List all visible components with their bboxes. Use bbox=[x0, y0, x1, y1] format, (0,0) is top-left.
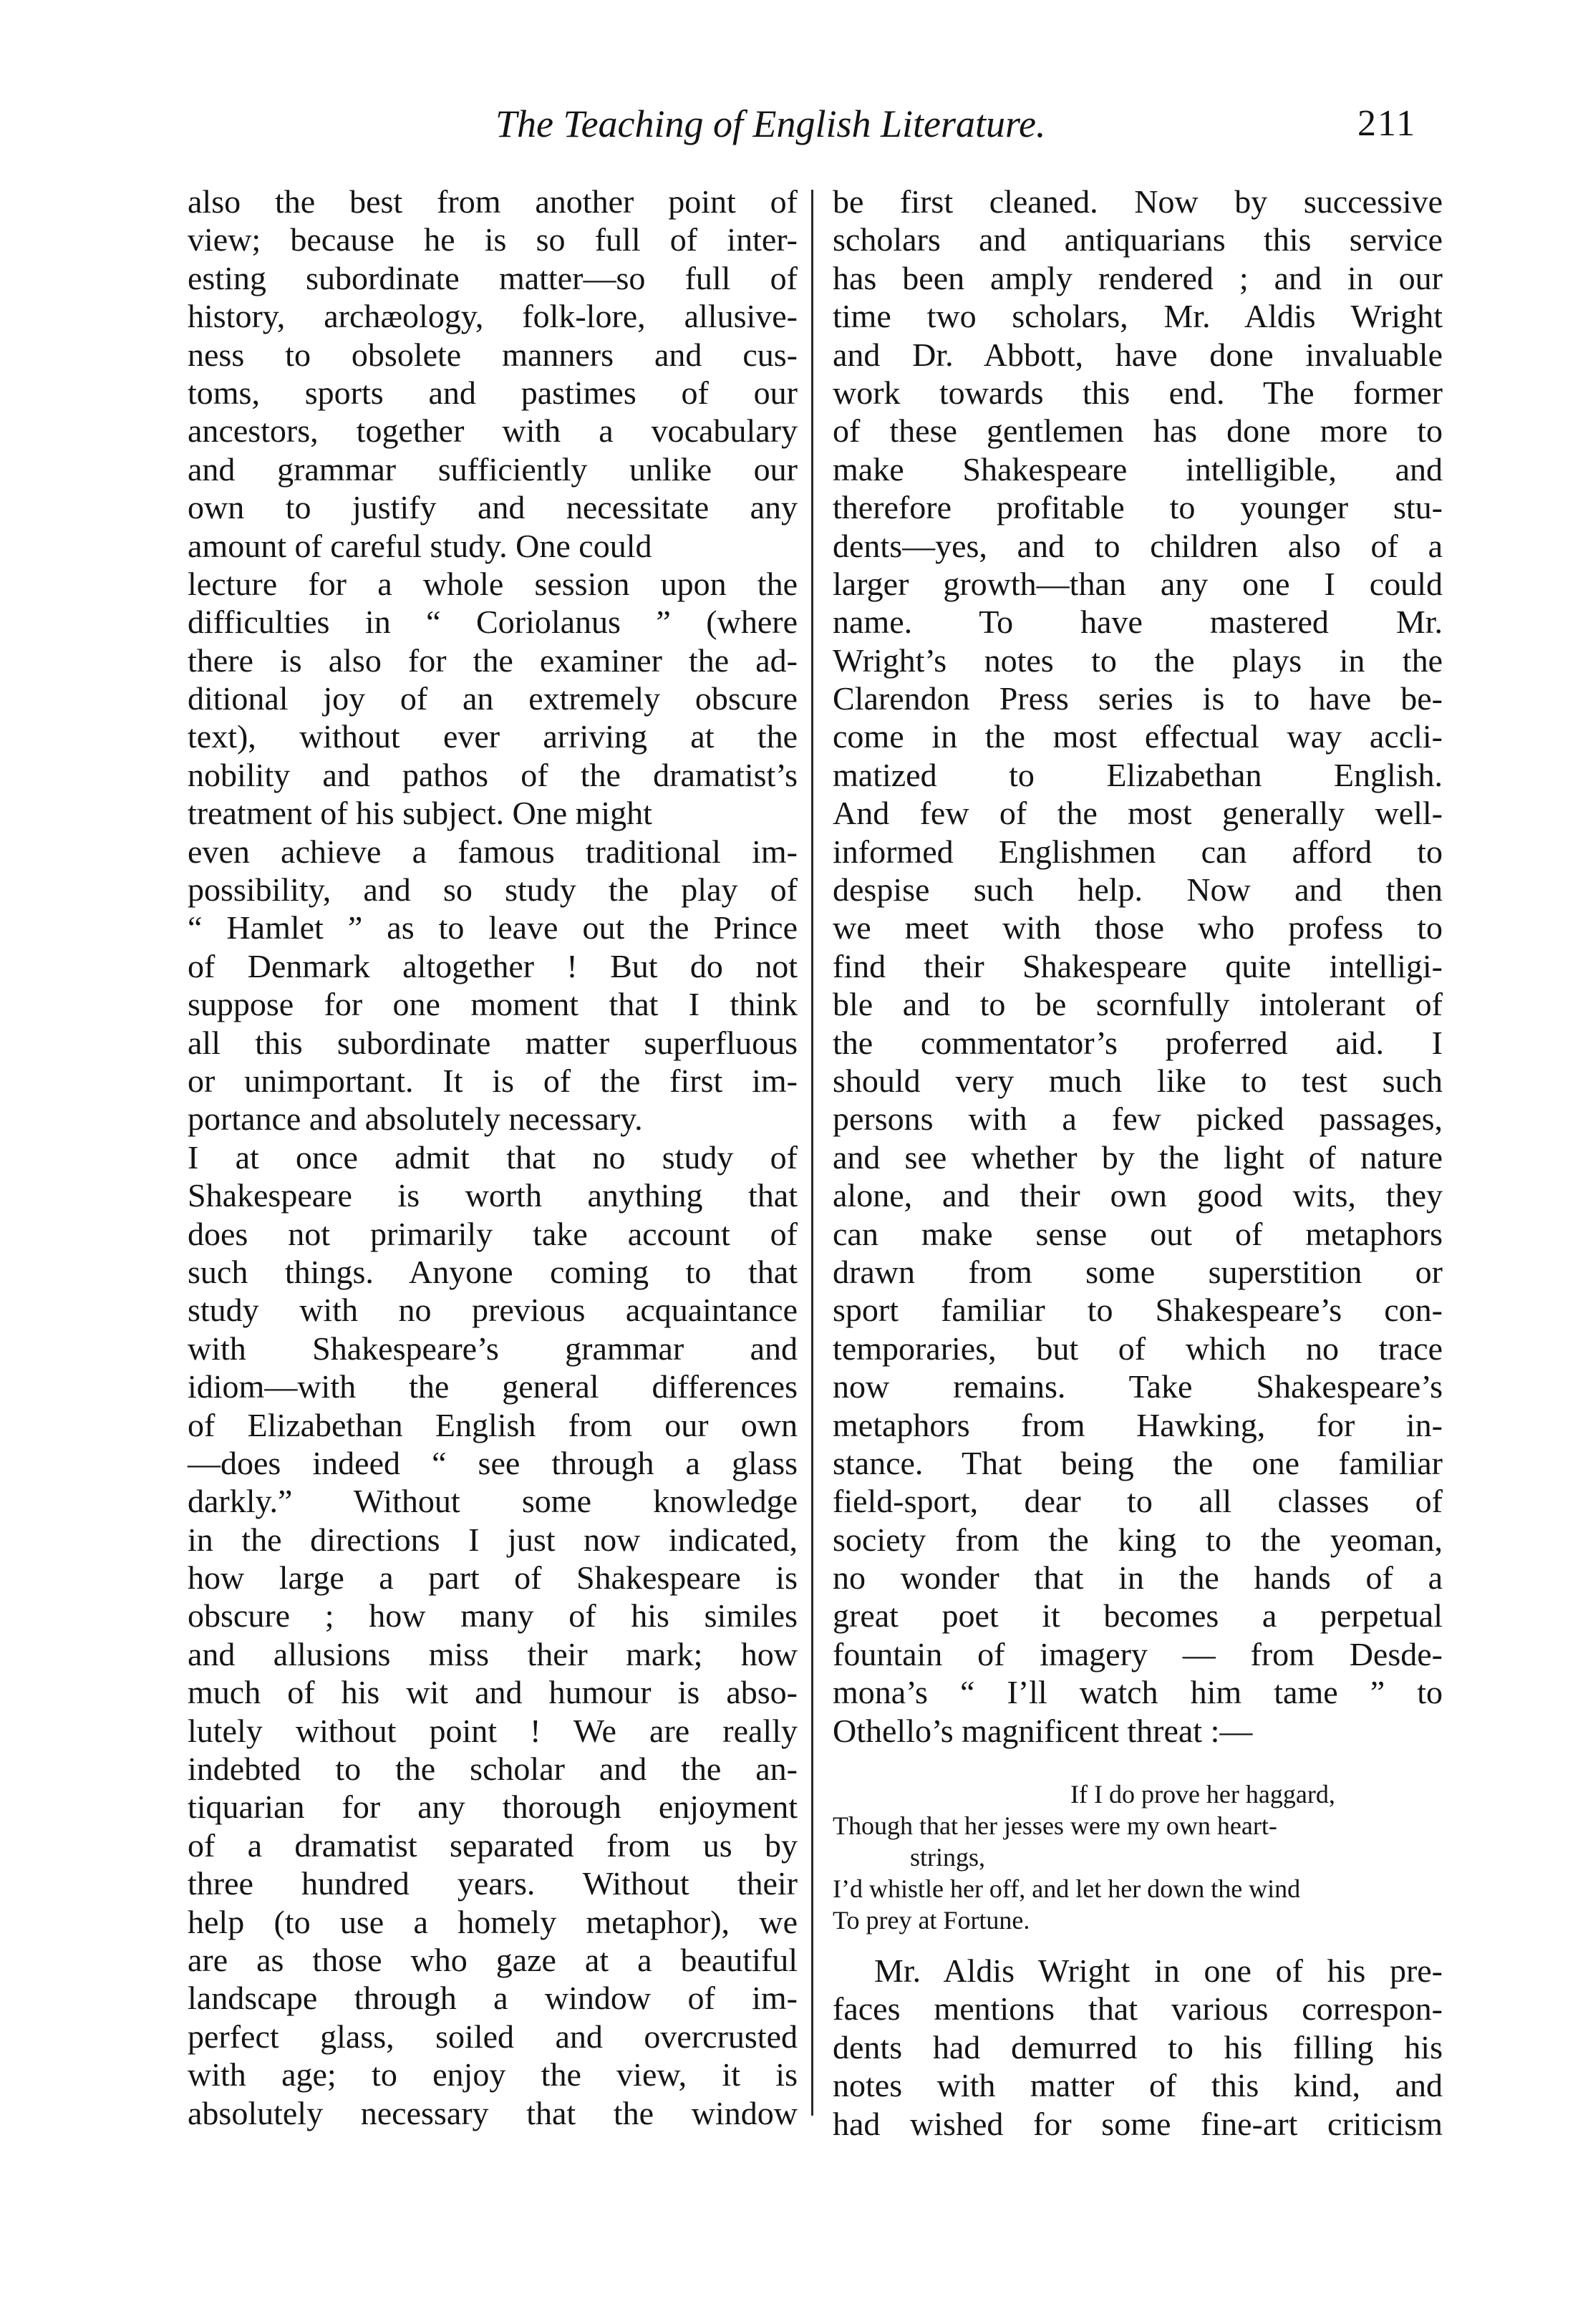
text-line: study with no previous acquaintance bbox=[188, 1292, 798, 1329]
verse-line: I’d whistle her off, and let her down the wind bbox=[833, 1874, 1301, 1904]
verse-line: strings, bbox=[910, 1843, 986, 1872]
text-line: be first cleaned. Now by successive bbox=[833, 183, 1443, 220]
text-line: ditional joy of an extremely obscure bbox=[188, 680, 798, 717]
text-line: Mr. Aldis Wright in one of his pre- bbox=[874, 1952, 1443, 1990]
text-line: lecture for a whole session upon the bbox=[188, 565, 798, 602]
text-line: possibility, and so study the play of bbox=[188, 871, 798, 909]
verse-line: If I do prove her haggard, bbox=[1070, 1780, 1335, 1809]
right-column bbox=[833, 183, 1443, 2143]
text-line: of these gentlemen has done more to bbox=[833, 412, 1443, 450]
text-line: of a dramatist separated from us by bbox=[188, 1826, 798, 1864]
text-line: matized to Elizabethan English. bbox=[833, 756, 1443, 793]
text-line: Shakespeare is worth anything that bbox=[188, 1177, 798, 1214]
text-line: ancestors, together with a vocabulary bbox=[188, 412, 798, 450]
text-line: even achieve a famous traditional im- bbox=[188, 833, 798, 870]
text-line: nobility and pathos of the dramatist’s bbox=[188, 756, 798, 793]
text-line: great poet it becomes a perpetual bbox=[833, 1597, 1443, 1635]
text-line: name. To have mastered Mr. bbox=[833, 604, 1443, 641]
text-line: and Dr. Abbott, have done invaluable bbox=[833, 336, 1443, 373]
text-line: portance and absolutely necessary. bbox=[188, 1100, 643, 1138]
text-line: dents had demurred to his filling his bbox=[833, 2028, 1443, 2066]
text-line: dents—yes, and to children also of a bbox=[833, 527, 1443, 564]
text-line: persons with a few picked passages, bbox=[833, 1100, 1443, 1138]
text-line: sport familiar to Shakespeare’s con- bbox=[833, 1292, 1443, 1329]
text-line: or unimportant. It is of the first im- bbox=[188, 1062, 798, 1099]
running-header bbox=[0, 99, 1583, 156]
text-line: are as those who gaze at a beautiful bbox=[188, 1941, 798, 1978]
verse-quotation bbox=[833, 1778, 1443, 1936]
text-line: absolutely necessary that the window bbox=[188, 2094, 798, 2131]
text-line: field-sport, dear to all classes of bbox=[833, 1483, 1443, 1520]
verse-line: Though that her jesses were my own heart- bbox=[833, 1811, 1277, 1841]
column-divider bbox=[811, 190, 813, 2116]
right-column-paragraph bbox=[833, 1952, 1443, 2143]
text-line: despise such help. Now and then bbox=[833, 871, 1443, 909]
text-line: should very much like to test such bbox=[833, 1062, 1443, 1099]
text-line: ness to obsolete manners and cus- bbox=[188, 336, 798, 373]
text-line: in the directions I just now indicated, bbox=[188, 1521, 798, 1558]
text-line: has been amply rendered ; and in our bbox=[833, 259, 1443, 296]
text-line: scholars and antiquarians this service bbox=[833, 221, 1443, 258]
text-line: alone, and their own good wits, they bbox=[833, 1177, 1443, 1214]
text-line: own to justify and necessitate any bbox=[188, 489, 798, 526]
text-line: had wished for some fine-art criticism bbox=[833, 2105, 1443, 2142]
text-line: therefore profitable to younger stu- bbox=[833, 489, 1443, 526]
text-line: now remains. Take Shakespeare’s bbox=[833, 1368, 1443, 1405]
text-line: suppose for one moment that I think bbox=[188, 986, 798, 1023]
text-line: temporaries, but of which no trace bbox=[833, 1330, 1443, 1367]
text-line: drawn from some superstition or bbox=[833, 1253, 1443, 1290]
text-line: tiquarian for any thorough enjoyment bbox=[188, 1788, 798, 1826]
text-line: there is also for the examiner the ad- bbox=[188, 641, 798, 679]
text-line: come in the most effectual way accli- bbox=[833, 718, 1443, 755]
text-line: of Denmark altogether ! But do not bbox=[188, 947, 798, 984]
text-line: Clarendon Press series is to have be- bbox=[833, 680, 1443, 717]
text-line: can make sense out of metaphors bbox=[833, 1215, 1443, 1252]
text-line: toms, sports and pastimes of our bbox=[188, 374, 798, 411]
text-line: also the best from another point of bbox=[188, 183, 798, 220]
text-line: text), without ever arriving at the bbox=[188, 718, 798, 755]
text-line: —does indeed “ see through a glass bbox=[188, 1444, 798, 1481]
text-line: and grammar sufficiently unlike our bbox=[188, 450, 798, 488]
text-line: with age; to enjoy the view, it is bbox=[188, 2056, 798, 2093]
text-line: society from the king to the yeoman, bbox=[833, 1521, 1443, 1558]
text-line: informed Englishmen can afford to bbox=[833, 833, 1443, 870]
text-line: metaphors from Hawking, for in- bbox=[833, 1406, 1443, 1443]
text-line: difficulties in “ Coriolanus ” (where bbox=[188, 604, 798, 641]
text-line: esting subordinate matter—so full of bbox=[188, 259, 798, 296]
text-line: landscape through a window of im- bbox=[188, 1980, 798, 2017]
text-line: larger growth—than any one I could bbox=[833, 565, 1443, 602]
text-line: treatment of his subject. One might bbox=[188, 795, 652, 832]
text-line: we meet with those who profess to bbox=[833, 909, 1443, 946]
text-line: faces mentions that various correspon- bbox=[833, 1990, 1443, 2028]
text-line: idiom—with the general differences bbox=[188, 1368, 798, 1405]
text-line: ble and to be scornfully intolerant of bbox=[833, 986, 1443, 1023]
text-line: of Elizabethan English from our own bbox=[188, 1406, 798, 1443]
text-line: perfect glass, soiled and overcrusted bbox=[188, 2018, 798, 2055]
text-line: how large a part of Shakespeare is bbox=[188, 1559, 798, 1597]
text-line: lutely without point ! We are really bbox=[188, 1712, 798, 1749]
right-column-text bbox=[833, 183, 1443, 1750]
text-line: darkly.” Without some knowledge bbox=[188, 1483, 798, 1520]
text-line: Othello’s magnificent threat :— bbox=[833, 1712, 1253, 1749]
running-title: The Teaching of English Literature. bbox=[495, 102, 1046, 145]
text-line: and allusions miss their mark; how bbox=[188, 1635, 798, 1672]
text-line: indebted to the scholar and the an- bbox=[188, 1751, 798, 1788]
text-line: obscure ; how many of his similes bbox=[188, 1597, 798, 1635]
text-line: and see whether by the light of nature bbox=[833, 1138, 1443, 1176]
text-line: I at once admit that no study of bbox=[188, 1138, 798, 1176]
text-line: “ Hamlet ” as to leave out the Prince bbox=[188, 909, 798, 946]
text-line: Wright’s notes to the plays in the bbox=[833, 641, 1443, 679]
text-line: the commentator’s proferred aid. I bbox=[833, 1024, 1443, 1061]
text-line: fountain of imagery — from Desde- bbox=[833, 1635, 1443, 1672]
text-line: history, archæology, folk-lore, allusive- bbox=[188, 298, 798, 335]
text-line: help (to use a homely metaphor), we bbox=[188, 1903, 798, 1940]
text-line: work towards this end. The former bbox=[833, 374, 1443, 411]
text-line: all this subordinate matter superfluous bbox=[188, 1024, 798, 1061]
text-line: with Shakespeare’s grammar and bbox=[188, 1330, 798, 1367]
text-line: amount of careful study. One could bbox=[188, 527, 652, 564]
verse-line: To prey at Fortune. bbox=[833, 1906, 1030, 1935]
left-column bbox=[188, 183, 798, 2132]
text-line: find their Shakespeare quite intelligi- bbox=[833, 947, 1443, 984]
text-line: make Shakespeare intelligible, and bbox=[833, 450, 1443, 488]
page-number: 211 bbox=[1357, 103, 1417, 144]
text-line: three hundred years. Without their bbox=[188, 1865, 798, 1902]
text-line: stance. That being the one familiar bbox=[833, 1444, 1443, 1481]
text-line: time two scholars, Mr. Aldis Wright bbox=[833, 298, 1443, 335]
text-line: does not primarily take account of bbox=[188, 1215, 798, 1252]
text-line: such things. Anyone coming to that bbox=[188, 1253, 798, 1290]
text-line: much of his wit and humour is abso- bbox=[188, 1674, 798, 1711]
text-line: view; because he is so full of inter- bbox=[188, 221, 798, 258]
text-line: no wonder that in the hands of a bbox=[833, 1559, 1443, 1597]
text-line: mona’s “ I’ll watch him tame ” to bbox=[833, 1674, 1443, 1711]
text-line: And few of the most generally well- bbox=[833, 795, 1443, 832]
text-line: notes with matter of this kind, and bbox=[833, 2067, 1443, 2104]
